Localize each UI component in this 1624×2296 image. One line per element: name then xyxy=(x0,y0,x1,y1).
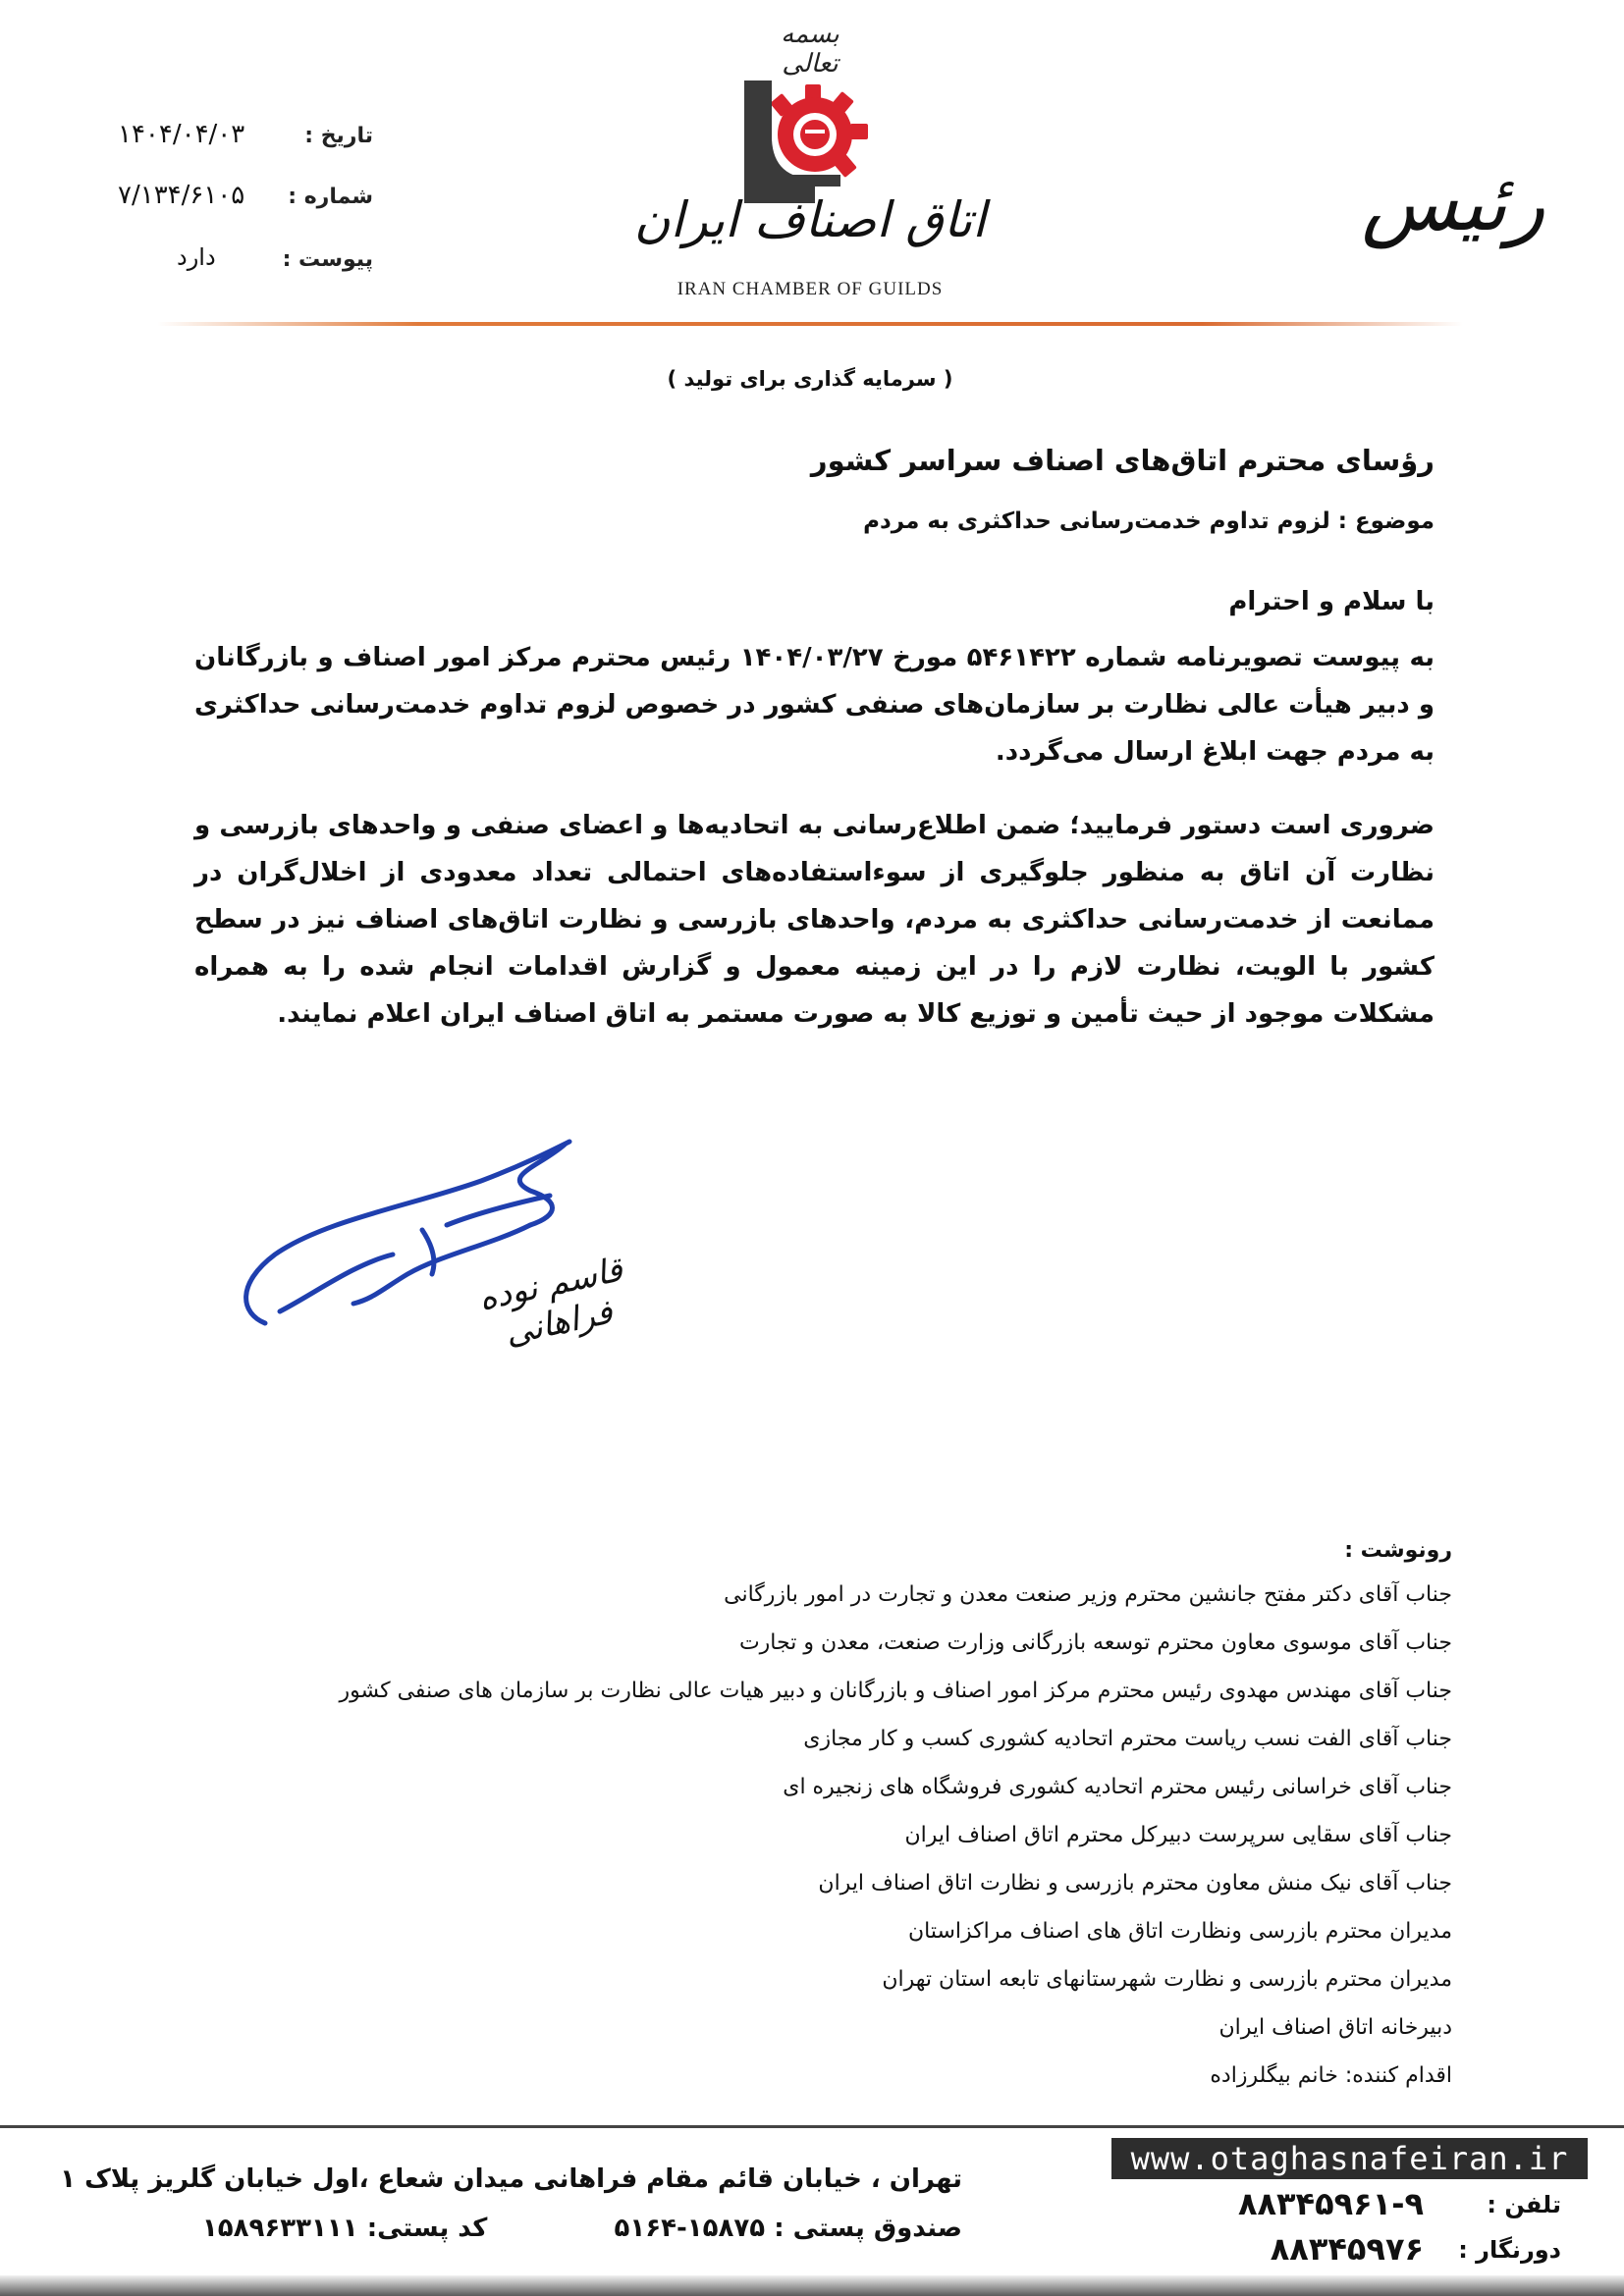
phone-value: ۸۸۳۴۵۹۶۱-۹ xyxy=(1237,2185,1424,2222)
cc-item: جناب آقای موسوی معاون محترم توسعه بازرگانی وزارت صنعت، معدن و تجارت xyxy=(738,1630,1452,1655)
cc-list xyxy=(176,1571,1452,2100)
org-name-persian: اتاق اصناف ایران xyxy=(633,191,987,248)
body-paragraph-2: ضروری است دستور فرمایید؛ ضمن اطلاع‌رسانی به اتحادیه‌ها و اعضای صنفی و واحدهای بازرسی و نظارت آن اتاق به منظور جلوگیری از سوءاستفاده‌های احتمالی تعداد معدودی از اخلال‌گران در ممانعت از خدمت‌رسانی حداکثری به مردم، واحدهای بازرسی و نظارت اتاق‌های اصناف نیز در سطح کشور با الویت، نظارت لازم را در این زمینه معمول و گزارش اقدامات انجام شده را به همراه مشکلات موجود از حیث تأمین و توزیع کالا به صورت مستمر به اتاق اصناف ایران اعلام نمایند. xyxy=(194,811,1435,1029)
date-value: ۱۴۰۴/۰۴/۰۳ xyxy=(118,120,245,149)
title-president: رئیس xyxy=(1361,157,1545,248)
cc-item: جناب آقای مهندس مهدوی رئیس محترم مرکز امور اصناف و بازرگانان و دبیر هیات عالی نظارت بر سازمان های صنفی کشور xyxy=(339,1679,1452,1703)
header-divider xyxy=(157,322,1463,326)
greeting: با سلام و احترام xyxy=(1228,587,1435,616)
subject-label: موضوع : xyxy=(1337,508,1435,534)
postal-code-value: ۱۵۸۹۶۳۳۱۱۱ xyxy=(201,2214,358,2243)
fax-row xyxy=(1100,2230,1591,2273)
cc-item: جناب آقای دکتر مفتح جانشین محترم وزیر صنعت معدن و تجارت در امور بازرگانی xyxy=(724,1582,1452,1607)
number-value: ۷/۱۳۴/۶۱۰۵ xyxy=(118,181,245,210)
date-label: تاریخ : xyxy=(304,124,373,148)
meta-date xyxy=(98,120,373,159)
footer-address xyxy=(39,2164,962,2263)
cc-item: مدیران محترم بازرسی ونظارت اتاق های اصناف مراکزاستان xyxy=(907,1919,1452,1944)
meta-attachment xyxy=(98,243,373,283)
cc-item: جناب آقای خراسانی رئیس محترم اتحادیه کشوری فروشگاه های زنجیره ای xyxy=(783,1775,1452,1799)
address-line xyxy=(39,2164,962,2214)
signer-name: قاسم نوده فراهانی xyxy=(475,1250,626,1354)
attachment-value: دارد xyxy=(177,243,216,271)
cc-item: دبیرخانه اتاق اصناف ایران xyxy=(1218,2015,1452,2040)
body-paragraph-1: به پیوست تصویرنامه شماره ۵۴۶۱۴۲۲ مورخ ۱۴۰۴/۰۳/۲۷ رئیس محترم مرکز امور اصناف و بازرگانان و دبیر هیأت عالی نظارت بر سازمان‌های صنفی کشور در خصوص لزوم تداوم خدمت‌رسانی حداکثری به مردم جهت ابلاغ ارسال می‌گردد. xyxy=(194,643,1435,767)
number-label: شماره : xyxy=(288,185,373,209)
footer-divider xyxy=(0,2125,1624,2128)
motto: ( سرمایه گذاری برای تولید ) xyxy=(667,367,953,391)
po-box-label: صندوق پستی : xyxy=(774,2214,962,2243)
fax-label: دورنگار : xyxy=(1458,2236,1561,2264)
org-name-english: IRAN CHAMBER OF GUILDS xyxy=(677,279,944,299)
cc-item: اقدام کننده: خانم بیگلرزاده xyxy=(1210,2063,1452,2088)
phone-row xyxy=(1100,2185,1591,2228)
po-box-value: ۱۵۸۷۵-۵۱۶۴ xyxy=(614,2214,766,2243)
subject-text: لزوم تداوم خدمت‌رسانی حداکثری به مردم xyxy=(863,508,1330,534)
bismillah-heading: بسمه تعالی xyxy=(781,20,839,79)
meta-number xyxy=(98,181,373,220)
cc-item: مدیران محترم بازرسی و نظارت شهرستانهای تابعه استان تهران xyxy=(882,1967,1452,1992)
cc-item: جناب آقای الفت نسب ریاست محترم اتحادیه کشوری کسب و کار مجازی xyxy=(803,1727,1452,1751)
addressee: رؤسای محترم اتاق‌های اصناف سراسر کشور xyxy=(810,444,1435,477)
website-link[interactable]: www.otaghasnafeiran.ir xyxy=(1111,2138,1588,2179)
iran-chamber-of-guilds-logo xyxy=(744,80,882,203)
subject-line xyxy=(863,508,1435,534)
cc-item: جناب آقای سقایی سرپرست دبیرکل محترم اتاق اصناف ایران xyxy=(904,1823,1452,1847)
postal-code-label: کد پستی: xyxy=(366,2214,488,2243)
footer-band xyxy=(0,2275,1624,2296)
address-text: تهران ، خیابان قائم مقام فراهانی میدان شعاع ،اول خیابان گلریز پلاک ۱ xyxy=(60,2164,962,2194)
cc-title: رونوشت : xyxy=(1344,1538,1452,1563)
phone-label: تلفن : xyxy=(1487,2191,1561,2218)
fax-value: ۸۸۳۴۵۹۷۶ xyxy=(1270,2230,1424,2268)
postal-line xyxy=(39,2214,962,2263)
attachment-label: پیوست : xyxy=(282,247,373,272)
cc-item: جناب آقای نیک منش معاون محترم بازرسی و نظارت اتاق اصناف ایران xyxy=(818,1871,1452,1896)
